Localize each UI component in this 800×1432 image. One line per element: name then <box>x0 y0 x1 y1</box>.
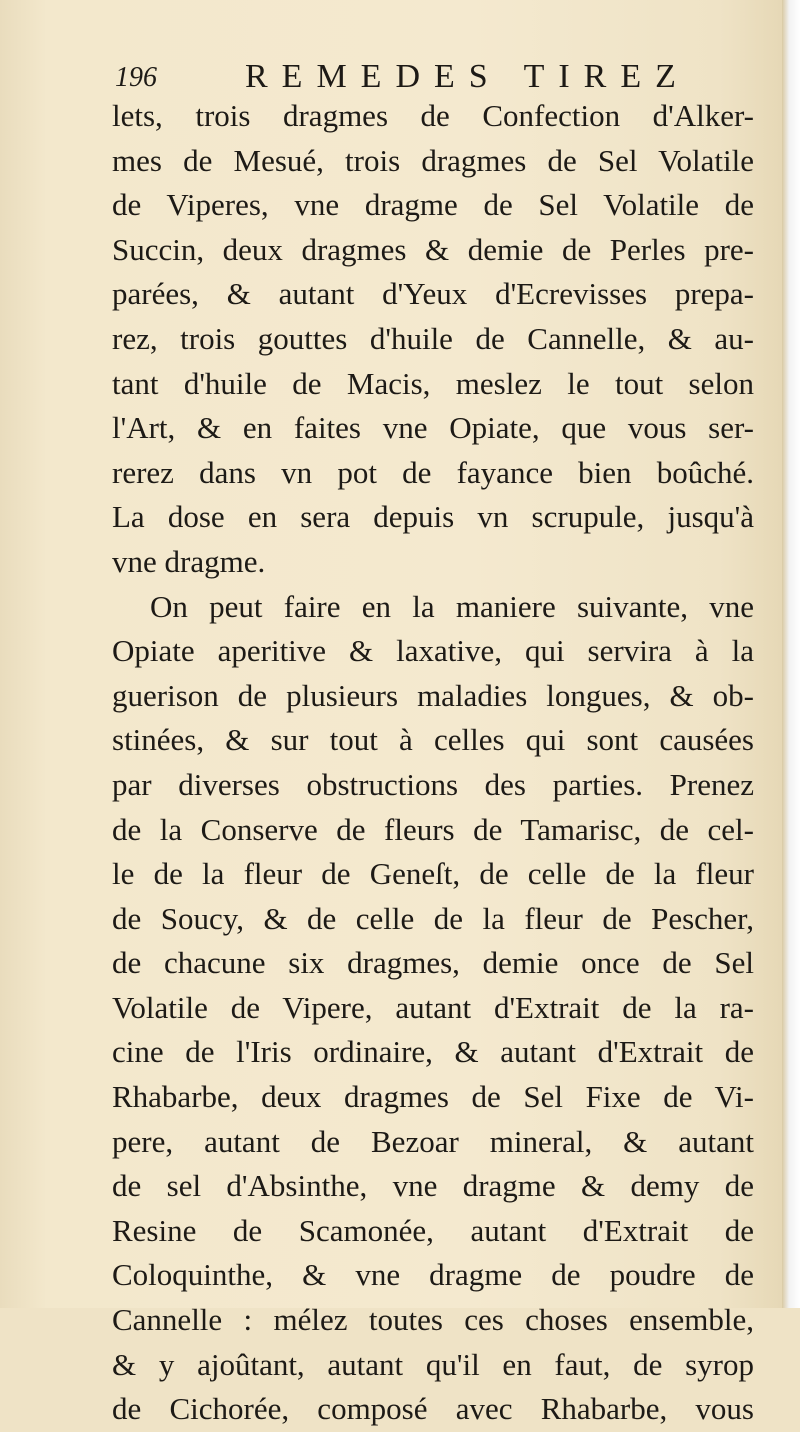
text-line: le de la fleur de Geneſt, de celle de la fleur <box>112 856 754 892</box>
text-line: Opiate aperitive & laxative, qui servira à la <box>112 633 754 669</box>
text-line: de chacune six dragmes, demie once de Sel <box>112 945 754 981</box>
text-line: vne dragme. <box>112 543 266 579</box>
text-line: rerez dans vn pot de fayance bien boûché. <box>112 454 754 490</box>
text-line: de Viperes, vne dragme de Sel Volatile de <box>112 187 754 223</box>
text-line: stinées, & sur tout à celles qui sont causées <box>112 722 754 758</box>
page-number: 196 <box>115 62 157 93</box>
page-header <box>115 58 755 98</box>
text-line: Succin, deux dragmes & demie de Perles pre- <box>112 231 754 267</box>
text-line: l'Art, & en faites vne Opiate, que vous ser- <box>112 410 754 446</box>
paragraph-start-line: On peut faire en la maniere suivante, vne <box>150 588 754 624</box>
text-line: Volatile de Vipere, autant d'Extrait de la ra- <box>112 989 754 1025</box>
text-line: parées, & autant d'Yeux d'Ecrevisses prepa- <box>112 276 754 312</box>
text-line: pere, autant de Bezoar mineral, & autant <box>112 1123 754 1159</box>
text-line: de la Conserve de fleurs de Tamarisc, de cel- <box>112 811 754 847</box>
text-line: Resine de Scamonée, autant d'Extrait de <box>112 1212 754 1248</box>
text-line: tant d'huile de Macis, meslez le tout selon <box>112 365 754 401</box>
text-line: & y ajoûtant, autant qu'il en faut, de syrop <box>112 1346 754 1382</box>
text-line: Rhabarbe, deux dragmes de Sel Fixe de Vi- <box>112 1079 754 1115</box>
text-line: rez, trois gouttes d'huile de Cannelle, & au- <box>112 320 754 356</box>
text-line: cine de l'Iris ordinaire, & autant d'Extrait de <box>112 1034 754 1070</box>
text-line: de sel d'Absinthe, vne dragme & demy de <box>112 1168 754 1204</box>
page-edge <box>782 0 800 1308</box>
text-line: guerison de plusieurs maladies longues, & ob- <box>112 677 754 713</box>
running-title: REMEDES TIREZ <box>245 58 690 95</box>
text-line: de Soucy, & de celle de la fleur de Pescher, <box>112 900 754 936</box>
text-line: mes de Mesué, trois dragmes de Sel Volatile <box>112 142 754 178</box>
body-text <box>112 94 754 1432</box>
text-line: par diverses obstructions des parties. Prenez <box>112 766 754 802</box>
text-line: de Cichorée, composé avec Rhabarbe, vous <box>112 1391 754 1427</box>
text-line: Cannelle : mélez toutes ces choses ensemble, <box>112 1302 754 1338</box>
text-line: La dose en sera depuis vn scrupule, jusqu'à <box>112 499 754 535</box>
text-line: Coloquinthe, & vne dragme de poudre de <box>112 1257 754 1293</box>
text-line: lets, trois dragmes de Confection d'Alker- <box>112 98 754 133</box>
